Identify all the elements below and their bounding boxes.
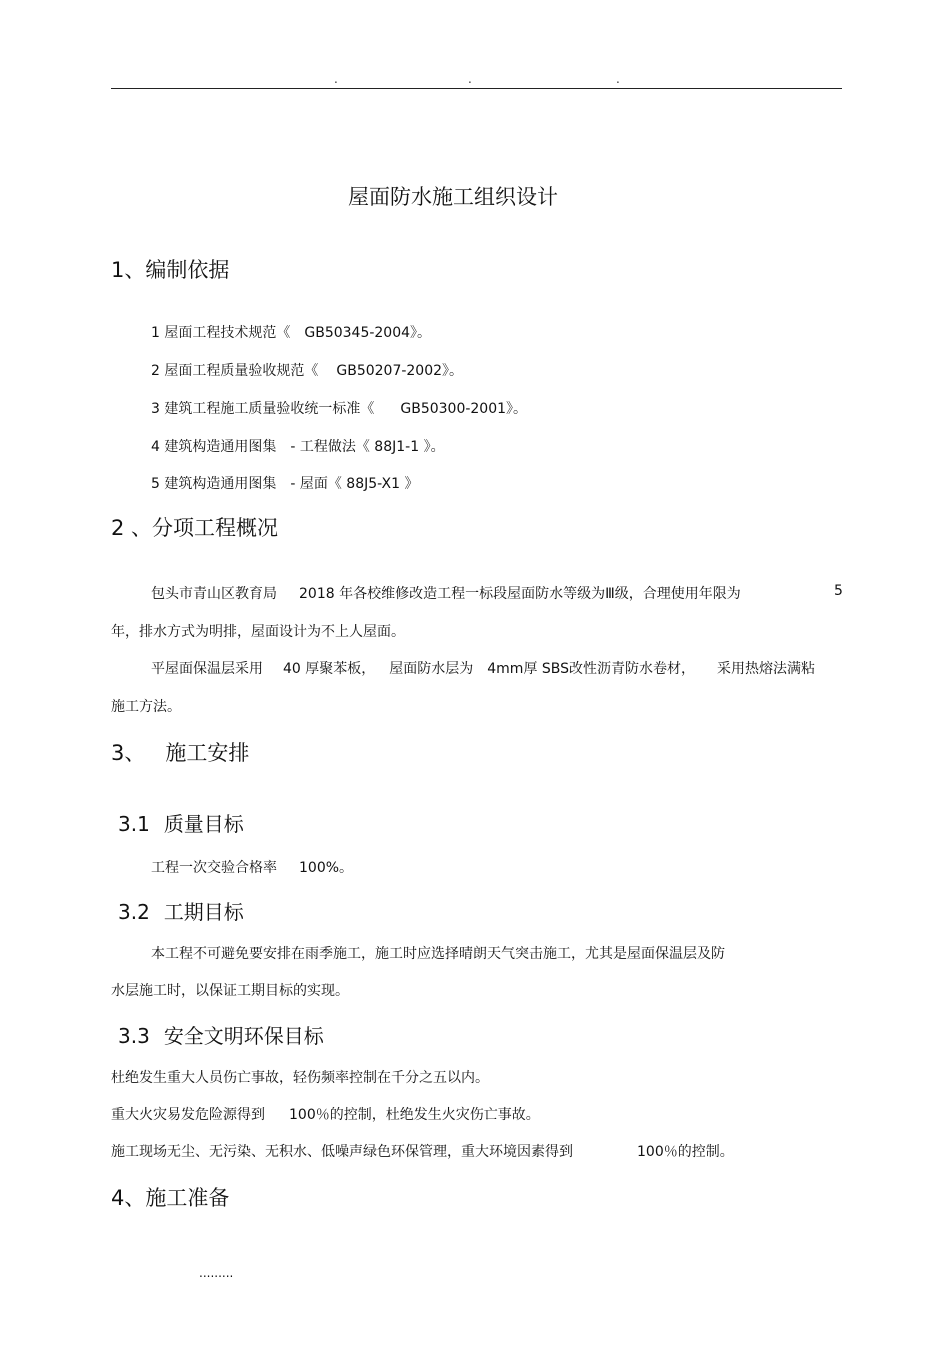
reference-item-5-name: 5 建筑构造通用图集 <box>151 476 277 492</box>
method-label: 采用热熔法满粘 <box>717 661 816 677</box>
waterproof-spec: 4mm厚 SBS改性沥青防水卷材， <box>487 661 696 677</box>
reference-item-2-name: 2 屋面工程质量验收规范《 <box>151 363 319 379</box>
schedule-target-line-1: 本工程不可避免要安排在雨季施工，施工时应选择晴朗天气突击施工，尤其是屋面保温层及防 <box>151 946 725 962</box>
header-dot: . <box>334 72 338 86</box>
reference-item-1 <box>151 322 431 342</box>
section-3-number: 3、 <box>111 741 146 765</box>
reference-item-1-name: 1 屋面工程技术规范《 <box>151 325 291 341</box>
subsection-3-3-heading <box>118 1020 324 1049</box>
overview-paragraph-1-line-1 <box>151 583 741 603</box>
document-title: 屋面防水施工组织设计 <box>348 185 558 209</box>
overview-years: 5 <box>834 583 843 599</box>
section-2-heading: 2 、分项工程概况 <box>111 516 279 540</box>
reference-item-3-name: 3 建筑工程施工质量验收统一标准《 <box>151 401 375 417</box>
quality-target-label: 工程一次交验合格率 <box>151 860 277 876</box>
subsection-3-2-title: 工期目标 <box>163 900 244 924</box>
subsection-3-3-number: 3.3 <box>118 1024 150 1048</box>
subsection-3-1-number: 3.1 <box>118 812 150 836</box>
overview-paragraph-2-line-2: 施工方法。 <box>111 699 181 715</box>
quality-target-text <box>151 857 353 877</box>
section-3-heading <box>111 737 249 767</box>
safety-target-line-3 <box>111 1141 734 1161</box>
subsection-3-1-title: 质量目标 <box>163 812 244 836</box>
reference-item-4-name: 4 建筑构造通用图集 <box>151 439 277 455</box>
section-3-title: 施工安排 <box>165 741 250 765</box>
subsection-3-2-heading <box>118 896 244 925</box>
subsection-3-2-number: 3.2 <box>118 900 150 924</box>
environment-label: 施工现场无尘、无污染、无积水、低噪声绿色环保管理，重大环境因素得到 <box>111 1144 573 1160</box>
fire-hazard-value: 100％的控制，杜绝发生火灾伤亡事故。 <box>289 1107 540 1123</box>
header-rule <box>111 88 842 89</box>
overview-paragraph-2-line-1 <box>151 658 815 678</box>
header-dot: . <box>468 72 472 86</box>
overview-client: 包头市青山区教育局 <box>151 586 277 602</box>
fire-hazard-label: 重大火灾易发危险源得到 <box>111 1107 265 1123</box>
section-1-heading: 1、编制依据 <box>111 258 230 282</box>
reference-item-4-code: - 工程做法《 88J1-1 》。 <box>290 439 445 455</box>
insulation-spec: 40 厚聚苯板， <box>283 661 376 677</box>
reference-item-1-code: GB50345-2004》。 <box>304 325 432 341</box>
overview-project: 2018 年各校维修改造工程一标段屋面防水等级为Ⅲ级，合理使用年限为 <box>299 586 741 602</box>
subsection-3-3-title: 安全文明环保目标 <box>163 1024 324 1048</box>
reference-item-5 <box>151 473 418 493</box>
reference-item-2 <box>151 360 463 380</box>
overview-paragraph-1-line-2: 年，排水方式为明排，屋面设计为不上人屋面。 <box>111 624 405 640</box>
reference-item-4 <box>151 436 445 456</box>
header-dot: . <box>616 72 620 86</box>
insulation-label: 平屋面保温层采用 <box>151 661 263 677</box>
subsection-3-1-heading <box>118 808 244 837</box>
footer-dots: ......... <box>199 1266 234 1280</box>
section-4-heading: 4、施工准备 <box>111 1186 230 1210</box>
waterproof-label: 屋面防水层为 <box>389 661 474 677</box>
environment-value: 100％的控制。 <box>637 1144 734 1160</box>
reference-item-3 <box>151 398 527 418</box>
safety-target-line-2 <box>111 1104 540 1124</box>
reference-item-3-code: GB50300-2001》。 <box>400 401 528 417</box>
schedule-target-line-2: 水层施工时，以保证工期目标的实现。 <box>111 983 349 999</box>
safety-target-line-1: 杜绝发生重大人员伤亡事故，轻伤频率控制在千分之五以内。 <box>111 1070 489 1086</box>
reference-item-2-code: GB50207-2002》。 <box>336 363 464 379</box>
reference-item-5-code: - 屋面《 88J5-X1 》 <box>290 476 419 492</box>
quality-target-value: 100%。 <box>299 860 354 876</box>
